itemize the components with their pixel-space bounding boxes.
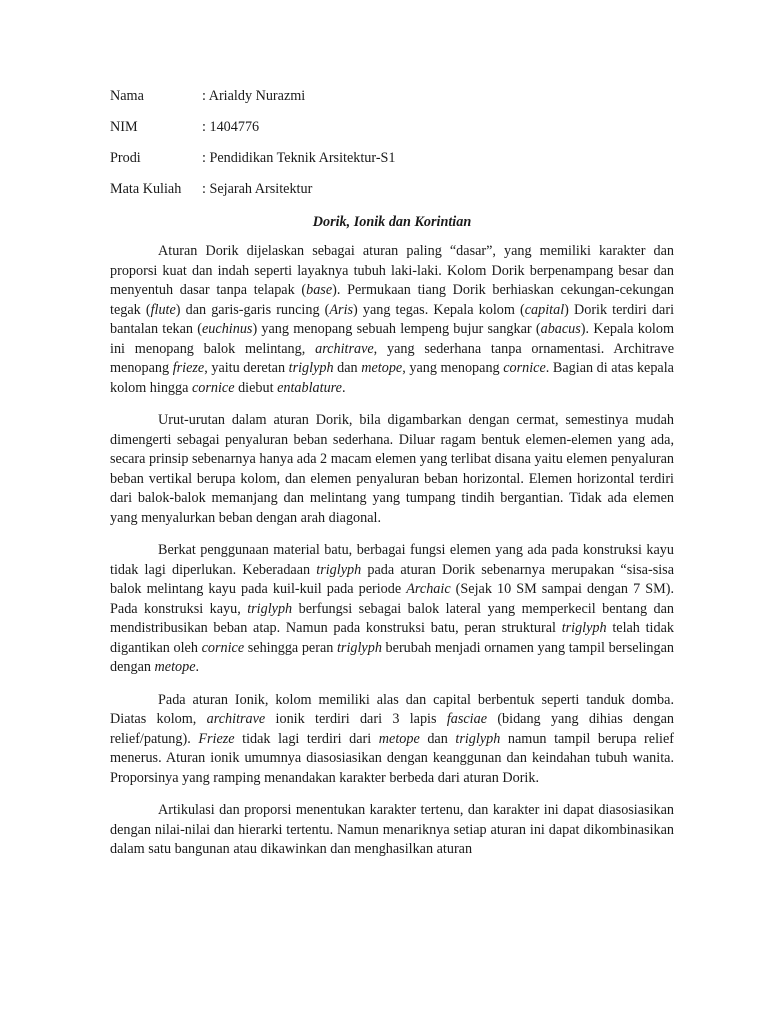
body-paragraph [110, 541, 674, 678]
italic-term: abacus [540, 321, 581, 337]
italic-term: triglyph [316, 561, 362, 578]
italic-term: base [306, 282, 333, 298]
italic-term: metope [154, 659, 196, 675]
info-value: : Pendidikan Teknik Arsitektur-S1 [202, 150, 396, 166]
info-value: : Sejarah Arsitektur [202, 181, 313, 197]
text-run: . [341, 379, 346, 396]
info-row-mata-kuliah [110, 179, 674, 210]
text-run: ) Dorik terdiri dari bantalan tekan ( [110, 301, 675, 337]
student-info [110, 86, 674, 210]
text-run: berubah menjadi ornamen yang tampil berselingan dengan [110, 639, 674, 675]
text-run: , yang sederhana tanpa ornamentasi. Architrave menopang [110, 340, 674, 376]
text-run: Urut-urutan dalam aturan Dorik, bila digambarkan dengan cermat, semestinya mudah dimengerti sebagai penyaluran beban sederhana. Diluar ragam bentuk elemen-elemen yang ada, secara prinsip sebenarnya hanya ada 2 macam elemen yang terlibat disana yaitu elemen penyaluran beban vertikal berupa kolom, dan elemen penyaluran beban horizontal. Elemen horizontal terdiri dari balok-balok memanjang dan melintang yang tumpang tindih bergantian. Tidak ada elemen yang menyalurkan beban dengan arah diagonal. [110, 412, 674, 526]
text-run: Artikulasi dan proporsi menentukan karakter tertenu, dan karakter ini dapat diasosiasikan dengan nilai-nilai dan hierarki tertentu. Namun menariknya setiap aturan ini dapat dikombinasikan dalam satu bangunan atau dikawinkan dan menghasilkan aturan [110, 802, 674, 857]
italic-term: euchinus [202, 321, 253, 337]
info-label: NIM [110, 119, 138, 135]
text-run: pada aturan Dorik sebenarnya merupakan “sisa-sisa balok melintang kayu pada kuil-kuil pada periode [110, 561, 674, 597]
body-paragraph [110, 801, 674, 860]
text-run: (bidang yang dihias dengan relief/patung). [110, 711, 674, 747]
body-paragraph [110, 691, 674, 789]
info-value: : 1404776 [202, 119, 260, 135]
italic-term: Aris [329, 301, 354, 318]
text-run: Aturan Dorik dijelaskan sebagai aturan paling “dasar”, yang memiliki karakter dan proporsi kuat dan indah seperti layaknya tubuh laki-laki. Kolom Dorik berpenampang besar dan menyentuh dasar tanpa telapak ( [110, 243, 674, 298]
italic-term: architrave [315, 340, 374, 357]
italic-term: capital [524, 301, 565, 318]
document-title: Dorik, Ionik dan Korintian [312, 214, 472, 230]
info-label: Mata Kuliah [110, 181, 182, 197]
italic-term: Frieze [198, 730, 235, 747]
body-paragraph [110, 242, 674, 398]
text-run: ionik terdiri dari 3 lapis [265, 711, 447, 727]
text-run: dan [419, 730, 456, 747]
text-run: dan [333, 360, 362, 376]
text-run: . [195, 659, 200, 675]
italic-term: triglyph [247, 600, 293, 617]
italic-term: triglyph [288, 360, 334, 376]
text-run: telah tidak digantikan oleh [110, 620, 674, 656]
info-row-nim [110, 117, 674, 148]
italic-term: triglyph [455, 730, 501, 747]
info-row-prodi [110, 148, 674, 179]
text-run: ). Kepala kolom ini menopang balok melintang, [110, 321, 674, 357]
text-run: diebut [234, 379, 278, 396]
italic-term: metope [378, 730, 420, 747]
body-paragraph [110, 411, 674, 528]
italic-term: metope [361, 360, 403, 376]
text-run: ) yang menopang sebuah lempeng bujur sangkar ( [252, 321, 541, 337]
text-run: ). Permukaan tiang Dorik berhiaskan cekungan-cekungan tegak ( [110, 282, 674, 318]
italic-term: flute [150, 301, 176, 318]
italic-term: entablature [277, 379, 342, 396]
text-run: , yang menopang [402, 360, 504, 376]
italic-term: triglyph [561, 620, 607, 636]
text-run: Berkat penggunaan material batu, berbagai fungsi elemen yang ada pada konstruksi kayu tidak lagi diperlukan. Keberadaan [110, 542, 674, 578]
text-run: (Sejak 10 SM sampai dengan 7 SM). Pada konstruksi kayu, [110, 581, 675, 617]
text-run: . Bagian di atas kepala kolom hingga [110, 360, 674, 396]
info-label: Prodi [110, 150, 141, 166]
text-run: ) dan garis-garis runcing ( [175, 301, 330, 318]
text-run: Pada aturan Ionik, kolom memiliki alas dan capital berbentuk seperti tanduk domba. Diatas kolom, [110, 691, 674, 727]
italic-term: triglyph [336, 639, 382, 656]
italic-term: cornice [201, 639, 245, 656]
text-run: berfungsi sebagai balok lateral yang memperkecil bentang dan mendistribusikan beban atap. Namun pada konstruksi batu, peran struktural [110, 600, 674, 636]
info-label: Nama [110, 88, 144, 104]
text-run: tidak lagi terdiri dari [234, 730, 379, 747]
text-run: namun tampil berupa relief menerus. Aturan ionik umumnya diasosiasikan dengan keanggunan dan keindahan tubuh wanita. Proporsinya yang ramping menandakan karakter berbeda dari aturan Dorik. [110, 730, 674, 786]
italic-term: fasciae [446, 711, 488, 727]
text-run: , yaitu deretan [204, 360, 289, 376]
italic-term: frieze [172, 360, 205, 376]
text-run: ) yang tegas. Kepala kolom ( [353, 301, 525, 318]
italic-term: architrave [206, 711, 266, 727]
italic-term: cornice [503, 360, 546, 376]
info-value: : Arialdy Nurazmi [202, 88, 306, 104]
info-row-nama [110, 86, 674, 117]
italic-term: Archaic [406, 581, 451, 597]
text-run: sehingga peran [244, 639, 337, 656]
italic-term: cornice [191, 379, 235, 396]
document-body [110, 242, 674, 860]
